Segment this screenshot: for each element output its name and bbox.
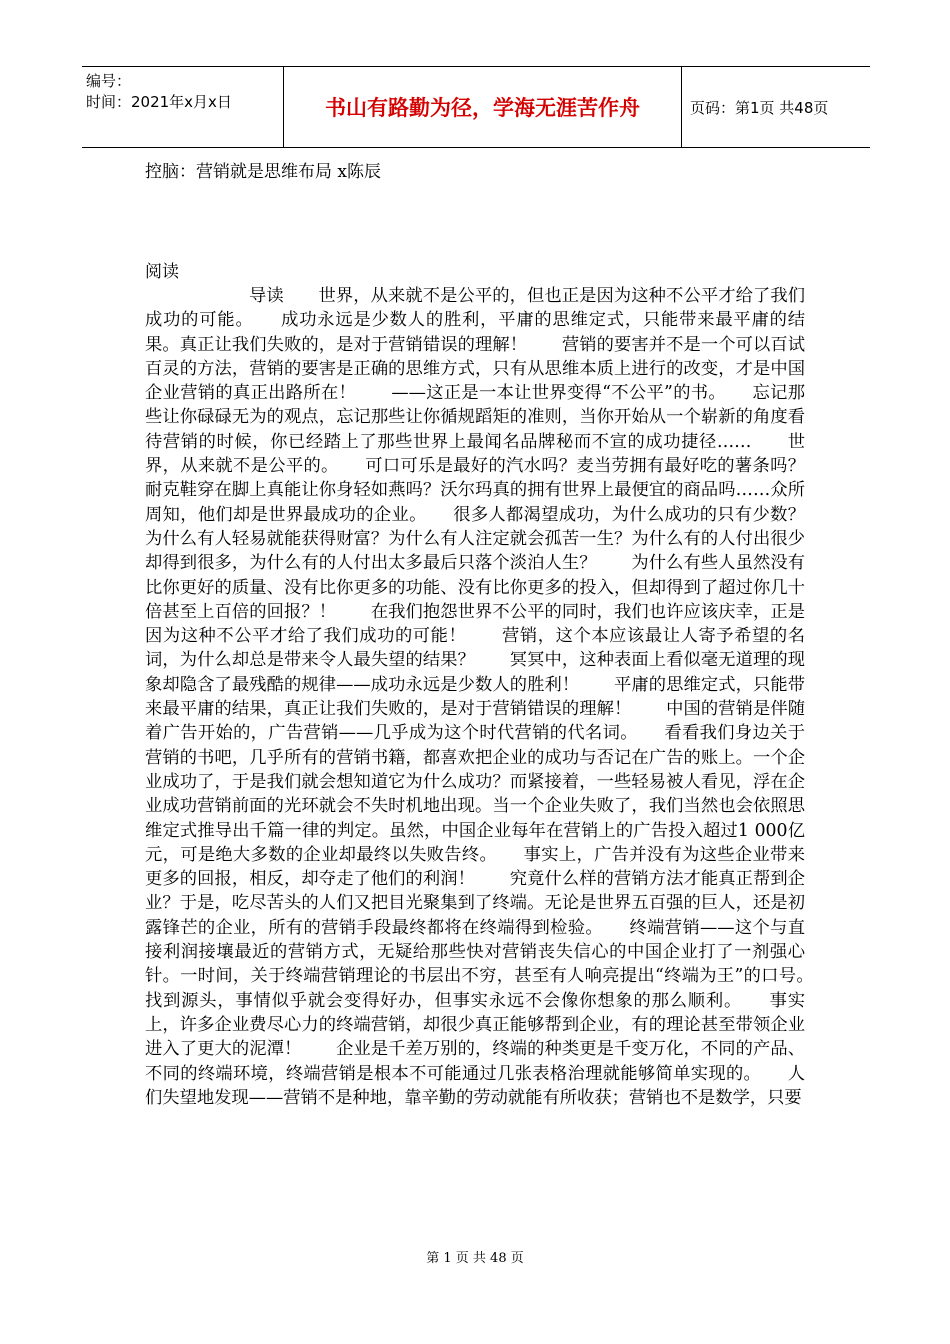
header-time-label: 时间：2021年x月x日 xyxy=(86,93,232,111)
page-footer: 第 1 页 共 48 页 xyxy=(426,1251,524,1266)
header-number-label: 编号： xyxy=(86,72,132,90)
header-motto: 书山有路勤为径，学海无涯苦作舟 xyxy=(284,67,682,147)
document-title: 控脑：营销就是思维布局 x陈辰 xyxy=(145,162,381,182)
header-page-info: 页码：第1页 共48页 xyxy=(690,98,829,117)
section-label: 阅读 xyxy=(145,262,179,282)
body-paragraph: 导读 世界，从来就不是公平的，但也正是因为这种不公平才给了我们成功的可能。 成功永远是少数人的胜利，平庸的思维定式，只能带来最平庸的结果。真正让我们失败的，是对于营销错误的理解！ 营销的要害并不是一个可以百试百灵的方法，营销的要害是正确的思维方式，只有从思维本质上进行的改变，才是中国企业营销的真正出路所在！ ——这正是一本让世界变得“不公平”的书。 忘记那些让你碌碌无为的观点，忘记那些让你循规蹈矩的准则，当你开始从一个崭新的角度看待营销的时候，你已经踏上了那些世界上最闻名品牌秘而不宣的成功捷径…… 世界，从来就不是公平的。 可口可乐是最好的汽水吗？麦当劳拥有最好吃的薯条吗？耐克鞋穿在脚上真能让你身轻如燕吗？沃尔玛真的拥有世界上最便宜的商品吗……众所周知，他们却是世界最成功的企业。 很多人都渴望成功，为什么成功的只有少数？ 为什么有人轻易就能获得财富？为什么有人注定就会孤苦一生？为什么有的人付出很少却得到很多，为什么有的人付出太多最后只落个淡泊人生？ 为什么有些人虽然没有比你更好的质量、没有比你更多的功能、没有比你更多的投入，但却得到了超过你几十倍甚至上百倍的回报？！ 在我们抱怨世界不公平的同时，我们也许应该庆幸，正是因为这种不公平才给了我们成功的可能！ 营销，这个本应该最让人寄予希望的名词，为什么却总是带来令人最失望的结果？ 冥冥中，这种表面上看似毫无道理的现象却隐含了最残酷的规律——成功永远是少数人的胜利！ 平庸的思维定式，只能带来最平庸的结果，真正让我们失败的，是对于营销错误的理解！ 中国的营销是伴随着广告开始的，广告营销——几乎成为这个时代营销的代名词。 看看我们身边关于营销的书吧，几乎所有的营销书籍，都喜欢把企业的成功与否记在广告的账上。一个企业成功了，于是我们就会想知道它为什么成功？而紧接着，一些轻易被人看见，浮在企业成功营销前面的光环就会不失时机地出现。当一个企业失败了，我们当然也会依照思维定式推导出千篇一律的判定。虽然，中国企业每年在营销上的广告投入超过1 000亿元，可是绝大多数的企业却最终以失败告终。 事实上，广告并没有为这些企业带来更多的回报，相反，却夺走了他们的利润！ 究竟什么样的营销方法才能真正帮到企业？于是，吃尽苦头的人们又把目光聚集到了终端。无论是世界五百强的巨人，还是初露锋芒的企业，所有的营销手段最终都将在终端得到检验。 终端营销——这个与直接利润接壤最近的营销方式，无疑给那些快对营销丧失信心的中国企业打了一剂强心针。一时间，关于终端营销理论的书层出不穷，甚至有人响亮提出“终端为王”的口号。 找到源头，事情似乎就会变得好办，但事实永远不会像你想象的那么顺利。 事实上，许多企业费尽心力的终端营销，却很少真正能够帮到企业，有的理论甚至带领企业进入了更大的泥潭！ 企业是千差万别的，终端的种类更是千变万化，不同的产品、不同的终端环境，终端营销是根本不可能通过几张表格治理就能够简单实现的。 人们失望地发现——营销不是种地，靠辛勤的劳动就能有所收获；营销也不是数学，只要 xyxy=(145,286,840,1108)
page-header xyxy=(82,66,870,148)
header-meta xyxy=(82,67,284,147)
